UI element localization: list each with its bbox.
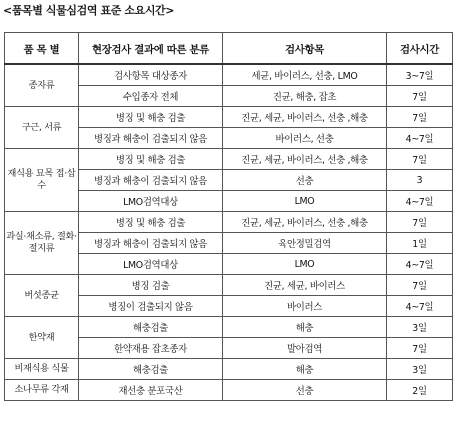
time-cell: 3 [387, 170, 453, 191]
header-result: 현장검사 결과에 따른 분류 [79, 33, 223, 65]
time-cell: 3일 [387, 359, 453, 380]
time-cell: 7일 [387, 338, 453, 359]
time-cell: 4~7일 [387, 191, 453, 212]
table-row [5, 212, 453, 233]
check-cell: 선충 [223, 170, 387, 191]
table-row [5, 380, 453, 401]
time-cell: 2일 [387, 380, 453, 401]
check-cell: LMO [223, 254, 387, 275]
time-cell: 3~7일 [387, 64, 453, 86]
check-cell: 선충 [223, 380, 387, 401]
result-cell: 병징이 검출되지 않음 [79, 296, 223, 317]
table-row [5, 107, 453, 128]
header-time: 검사시간 [387, 33, 453, 65]
table-row [5, 359, 453, 380]
result-cell: 병징과 해충이 검출되지 않음 [79, 128, 223, 149]
time-cell: 7일 [387, 212, 453, 233]
check-cell: 해충 [223, 317, 387, 338]
check-cell: 바이러스 [223, 296, 387, 317]
item-category: 한약재 [5, 317, 79, 359]
header-item: 품 목 별 [5, 33, 79, 65]
time-cell: 7일 [387, 86, 453, 107]
check-cell: 발아검역 [223, 338, 387, 359]
result-cell: 한약재용 잡초종자 [79, 338, 223, 359]
result-cell: 재선충 분포국산 [79, 380, 223, 401]
result-cell: 병징과 해충이 검출되지 않음 [79, 233, 223, 254]
table-row [5, 149, 453, 170]
time-cell: 7일 [387, 107, 453, 128]
item-category: 소나무류 각재 [5, 380, 79, 401]
check-cell: 진균, 세균, 바이러스, 선충 ,해충 [223, 107, 387, 128]
check-cell: LMO [223, 191, 387, 212]
time-cell: 4~7일 [387, 254, 453, 275]
result-cell: 병징 및 해충 검출 [79, 107, 223, 128]
check-cell: 바이러스, 선충 [223, 128, 387, 149]
table-body [5, 64, 453, 401]
time-cell: 7일 [387, 275, 453, 296]
result-cell: LMO검역대상 [79, 254, 223, 275]
time-cell: 4~7일 [387, 296, 453, 317]
check-cell: 진균, 해충, 잡초 [223, 86, 387, 107]
result-cell: 수입종자 전체 [79, 86, 223, 107]
table-row [5, 64, 453, 86]
check-cell: 세균, 바이러스, 선충, LMO [223, 64, 387, 86]
result-cell: 병징과 해충이 검출되지 않음 [79, 170, 223, 191]
table-row [5, 317, 453, 338]
result-cell: 병징 검출 [79, 275, 223, 296]
item-category: 재식용 묘목 접·삽수 [5, 149, 79, 212]
result-cell: 검사항목 대상종자 [79, 64, 223, 86]
check-cell: 진균, 세균, 바이러스 [223, 275, 387, 296]
time-cell: 3일 [387, 317, 453, 338]
result-cell: LMO검역대상 [79, 191, 223, 212]
result-cell: 병징 및 해충 검출 [79, 149, 223, 170]
document-title: <품목별 식물심검역 표준 소요시간> [3, 4, 175, 17]
check-cell: 진균, 세균, 바이러스, 선충 ,해충 [223, 212, 387, 233]
time-cell: 4~7일 [387, 128, 453, 149]
result-cell: 해충검출 [79, 359, 223, 380]
check-cell: 진균, 세균, 바이러스, 선충 ,해충 [223, 149, 387, 170]
time-cell: 1일 [387, 233, 453, 254]
item-category: 종자류 [5, 64, 79, 107]
time-cell: 7일 [387, 149, 453, 170]
result-cell: 해충검출 [79, 317, 223, 338]
item-category: 구근, 서류 [5, 107, 79, 149]
result-cell: 병징 및 해충 검출 [79, 212, 223, 233]
table-row [5, 275, 453, 296]
item-category: 버섯종균 [5, 275, 79, 317]
check-cell: 해충 [223, 359, 387, 380]
item-category: 과실·채소류, 절화·절지류 [5, 212, 79, 275]
check-cell: 육안정밀검역 [223, 233, 387, 254]
item-category: 비재식용 식물 [5, 359, 79, 380]
inspection-time-table [4, 32, 453, 401]
header-check: 검사항목 [223, 33, 387, 65]
header-row [5, 33, 453, 65]
